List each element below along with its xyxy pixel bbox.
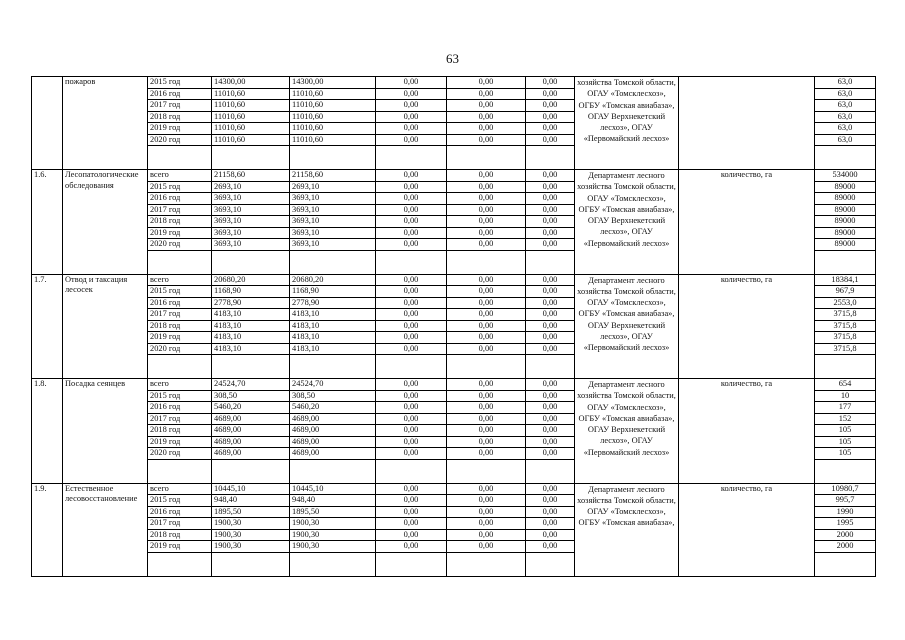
activity-number: 1.6.	[32, 170, 63, 275]
indicator-value-cell: 10	[815, 390, 876, 402]
total-amount-cell: 11010,60	[212, 123, 290, 135]
federal-budget-cell: 0,00	[376, 111, 447, 123]
indicator-value-cell: 89000	[815, 193, 876, 205]
empty-cell	[526, 250, 575, 274]
regional-budget-cell: 1900,30	[290, 529, 376, 541]
local-budget-cell: 0,00	[447, 123, 526, 135]
period-cell: 2016 год	[148, 193, 212, 205]
indicator-value-cell: 63,0	[815, 100, 876, 112]
regional-budget-cell: 4183,10	[290, 309, 376, 321]
indicator-name	[679, 77, 815, 170]
federal-budget-cell: 0,00	[376, 379, 447, 391]
regional-budget-cell: 4183,10	[290, 332, 376, 344]
empty-cell	[447, 355, 526, 379]
other-sources-cell: 0,00	[526, 193, 575, 205]
indicator-value-cell: 105	[815, 448, 876, 460]
other-sources-cell: 0,00	[526, 204, 575, 216]
other-sources-cell: 0,00	[526, 274, 575, 286]
responsible-executor: Департамент лесного хозяйства Томской области, ОГАУ «Томсклесхоз», ОГБУ «Томская авиабаза»,	[575, 483, 679, 576]
federal-budget-cell: 0,00	[376, 216, 447, 228]
period-cell: всего	[148, 483, 212, 495]
empty-cell	[447, 552, 526, 576]
local-budget-cell: 0,00	[447, 134, 526, 146]
period-cell: 2017 год	[148, 518, 212, 530]
responsible-executor: хозяйства Томской области, ОГАУ «Томсклесхоз», ОГБУ «Томская авиабаза», ОГАУ Верхнекетский лесхоз», ОГАУ «Первомайский лесхоз»	[575, 77, 679, 170]
period-cell: 2016 год	[148, 402, 212, 414]
regional-budget-cell: 14300,00	[290, 77, 376, 89]
other-sources-cell: 0,00	[526, 379, 575, 391]
regional-budget-cell: 4689,00	[290, 448, 376, 460]
federal-budget-cell: 0,00	[376, 413, 447, 425]
other-sources-cell: 0,00	[526, 518, 575, 530]
empty-cell	[290, 459, 376, 483]
federal-budget-cell: 0,00	[376, 297, 447, 309]
local-budget-cell: 0,00	[447, 111, 526, 123]
activity-name: Отвод и таксация лесосек	[63, 274, 148, 379]
federal-budget-cell: 0,00	[376, 436, 447, 448]
period-cell: 2015 год	[148, 495, 212, 507]
local-budget-cell: 0,00	[447, 413, 526, 425]
total-amount-cell: 3693,10	[212, 193, 290, 205]
other-sources-cell: 0,00	[526, 413, 575, 425]
empty-cell	[376, 355, 447, 379]
indicator-name: количество, га	[679, 379, 815, 484]
total-amount-cell: 948,40	[212, 495, 290, 507]
federal-budget-cell: 0,00	[376, 425, 447, 437]
local-budget-cell: 0,00	[447, 227, 526, 239]
local-budget-cell: 0,00	[447, 193, 526, 205]
total-amount-cell: 308,50	[212, 390, 290, 402]
federal-budget-cell: 0,00	[376, 193, 447, 205]
period-cell: 2017 год	[148, 204, 212, 216]
responsible-executor: Департамент лесного хозяйства Томской области, ОГАУ «Томсклесхоз», ОГБУ «Томская авиабаза», ОГАУ Верхнекетский лесхоз», ОГАУ «Первомайский лесхоз»	[575, 274, 679, 379]
indicator-value-cell: 105	[815, 436, 876, 448]
regional-budget-cell: 3693,10	[290, 193, 376, 205]
total-amount-cell: 4689,00	[212, 425, 290, 437]
local-budget-cell: 0,00	[447, 309, 526, 321]
activity-number: 1.8.	[32, 379, 63, 484]
regional-budget-cell: 3693,10	[290, 227, 376, 239]
empty-cell	[212, 250, 290, 274]
empty-cell	[815, 459, 876, 483]
total-amount-cell: 24524,70	[212, 379, 290, 391]
period-cell: 2019 год	[148, 436, 212, 448]
federal-budget-cell: 0,00	[376, 239, 447, 251]
federal-budget-cell: 0,00	[376, 181, 447, 193]
indicator-value-cell: 2553,0	[815, 297, 876, 309]
empty-cell	[447, 146, 526, 170]
indicator-value-cell: 2000	[815, 529, 876, 541]
regional-budget-cell: 1900,30	[290, 518, 376, 530]
local-budget-cell: 0,00	[447, 541, 526, 553]
total-amount-cell: 3693,10	[212, 204, 290, 216]
federal-budget-cell: 0,00	[376, 170, 447, 182]
local-budget-cell: 0,00	[447, 425, 526, 437]
period-cell: 2017 год	[148, 100, 212, 112]
regional-budget-cell: 20680,20	[290, 274, 376, 286]
indicator-value-cell: 89000	[815, 239, 876, 251]
federal-budget-cell: 0,00	[376, 332, 447, 344]
other-sources-cell: 0,00	[526, 343, 575, 355]
federal-budget-cell: 0,00	[376, 88, 447, 100]
federal-budget-cell: 0,00	[376, 495, 447, 507]
indicator-value-cell: 63,0	[815, 77, 876, 89]
empty-cell	[290, 146, 376, 170]
empty-cell	[526, 355, 575, 379]
other-sources-cell: 0,00	[526, 239, 575, 251]
indicator-value-cell: 89000	[815, 181, 876, 193]
other-sources-cell: 0,00	[526, 111, 575, 123]
local-budget-cell: 0,00	[447, 320, 526, 332]
total-amount-cell: 11010,60	[212, 100, 290, 112]
regional-budget-cell: 4183,10	[290, 343, 376, 355]
other-sources-cell: 0,00	[526, 181, 575, 193]
local-budget-cell: 0,00	[447, 77, 526, 89]
empty-cell	[815, 355, 876, 379]
period-cell: 2018 год	[148, 425, 212, 437]
program-activities-table	[31, 76, 876, 577]
other-sources-cell: 0,00	[526, 216, 575, 228]
period-cell: 2020 год	[148, 239, 212, 251]
local-budget-cell: 0,00	[447, 204, 526, 216]
empty-cell	[815, 552, 876, 576]
local-budget-cell: 0,00	[447, 495, 526, 507]
period-cell: всего	[148, 379, 212, 391]
federal-budget-cell: 0,00	[376, 518, 447, 530]
other-sources-cell: 0,00	[526, 88, 575, 100]
local-budget-cell: 0,00	[447, 379, 526, 391]
period-cell: 2018 год	[148, 111, 212, 123]
activity-name: Лесопатологические обследования	[63, 170, 148, 275]
indicator-name: количество, га	[679, 170, 815, 275]
period-cell: 2020 год	[148, 448, 212, 460]
regional-budget-cell: 2778,90	[290, 297, 376, 309]
activity-number: 1.7.	[32, 274, 63, 379]
total-amount-cell: 11010,60	[212, 88, 290, 100]
empty-cell	[376, 459, 447, 483]
total-amount-cell: 11010,60	[212, 134, 290, 146]
indicator-value-cell: 63,0	[815, 88, 876, 100]
period-cell: 2015 год	[148, 181, 212, 193]
local-budget-cell: 0,00	[447, 274, 526, 286]
period-cell: 2016 год	[148, 297, 212, 309]
indicator-value-cell: 89000	[815, 204, 876, 216]
empty-cell	[376, 250, 447, 274]
other-sources-cell: 0,00	[526, 529, 575, 541]
period-cell: 2020 год	[148, 134, 212, 146]
federal-budget-cell: 0,00	[376, 483, 447, 495]
period-cell: 2018 год	[148, 320, 212, 332]
federal-budget-cell: 0,00	[376, 541, 447, 553]
federal-budget-cell: 0,00	[376, 286, 447, 298]
period-cell: 2015 год	[148, 390, 212, 402]
other-sources-cell: 0,00	[526, 483, 575, 495]
federal-budget-cell: 0,00	[376, 529, 447, 541]
other-sources-cell: 0,00	[526, 227, 575, 239]
empty-cell	[290, 355, 376, 379]
empty-cell	[526, 552, 575, 576]
indicator-value-cell: 152	[815, 413, 876, 425]
period-cell: всего	[148, 170, 212, 182]
federal-budget-cell: 0,00	[376, 506, 447, 518]
indicator-value-cell: 105	[815, 425, 876, 437]
empty-cell	[148, 146, 212, 170]
regional-budget-cell: 10445,10	[290, 483, 376, 495]
total-amount-cell: 2693,10	[212, 181, 290, 193]
federal-budget-cell: 0,00	[376, 227, 447, 239]
indicator-name: количество, га	[679, 274, 815, 379]
period-cell: 2016 год	[148, 88, 212, 100]
regional-budget-cell: 21158,60	[290, 170, 376, 182]
indicator-value-cell: 2000	[815, 541, 876, 553]
indicator-value-cell: 1990	[815, 506, 876, 518]
local-budget-cell: 0,00	[447, 181, 526, 193]
activity-number: 1.9.	[32, 483, 63, 576]
empty-cell	[148, 459, 212, 483]
regional-budget-cell: 3693,10	[290, 216, 376, 228]
total-amount-cell: 2778,90	[212, 297, 290, 309]
table-row	[32, 483, 876, 495]
total-amount-cell: 4183,10	[212, 343, 290, 355]
local-budget-cell: 0,00	[447, 170, 526, 182]
empty-cell	[376, 552, 447, 576]
other-sources-cell: 0,00	[526, 448, 575, 460]
period-cell: 2019 год	[148, 123, 212, 135]
other-sources-cell: 0,00	[526, 320, 575, 332]
regional-budget-cell: 4689,00	[290, 425, 376, 437]
federal-budget-cell: 0,00	[376, 204, 447, 216]
indicator-value-cell: 654	[815, 379, 876, 391]
total-amount-cell: 3693,10	[212, 227, 290, 239]
indicator-value-cell: 995,7	[815, 495, 876, 507]
federal-budget-cell: 0,00	[376, 77, 447, 89]
federal-budget-cell: 0,00	[376, 134, 447, 146]
regional-budget-cell: 11010,60	[290, 134, 376, 146]
period-cell: 2018 год	[148, 216, 212, 228]
local-budget-cell: 0,00	[447, 390, 526, 402]
local-budget-cell: 0,00	[447, 216, 526, 228]
indicator-value-cell: 89000	[815, 227, 876, 239]
period-cell: 2019 год	[148, 227, 212, 239]
regional-budget-cell: 1168,90	[290, 286, 376, 298]
activity-name: Естественное лесовосстановление	[63, 483, 148, 576]
table-row	[32, 274, 876, 286]
federal-budget-cell: 0,00	[376, 448, 447, 460]
regional-budget-cell: 1900,30	[290, 541, 376, 553]
total-amount-cell: 1895,50	[212, 506, 290, 518]
period-cell: всего	[148, 274, 212, 286]
federal-budget-cell: 0,00	[376, 274, 447, 286]
period-cell: 2017 год	[148, 309, 212, 321]
indicator-name: количество, га	[679, 483, 815, 576]
other-sources-cell: 0,00	[526, 297, 575, 309]
regional-budget-cell: 4689,00	[290, 436, 376, 448]
table-row	[32, 77, 876, 89]
indicator-value-cell: 3715,8	[815, 332, 876, 344]
regional-budget-cell: 4183,10	[290, 320, 376, 332]
federal-budget-cell: 0,00	[376, 309, 447, 321]
indicator-value-cell: 534000	[815, 170, 876, 182]
regional-budget-cell: 11010,60	[290, 100, 376, 112]
total-amount-cell: 5460,20	[212, 402, 290, 414]
other-sources-cell: 0,00	[526, 77, 575, 89]
regional-budget-cell: 11010,60	[290, 88, 376, 100]
indicator-value-cell: 1995	[815, 518, 876, 530]
total-amount-cell: 4689,00	[212, 448, 290, 460]
other-sources-cell: 0,00	[526, 495, 575, 507]
table-row	[32, 170, 876, 182]
local-budget-cell: 0,00	[447, 506, 526, 518]
total-amount-cell: 4689,00	[212, 436, 290, 448]
empty-cell	[447, 459, 526, 483]
total-amount-cell: 21158,60	[212, 170, 290, 182]
total-amount-cell: 3693,10	[212, 216, 290, 228]
empty-cell	[148, 250, 212, 274]
federal-budget-cell: 0,00	[376, 100, 447, 112]
indicator-value-cell: 10980,7	[815, 483, 876, 495]
indicator-value-cell: 63,0	[815, 134, 876, 146]
total-amount-cell: 4183,10	[212, 320, 290, 332]
other-sources-cell: 0,00	[526, 506, 575, 518]
local-budget-cell: 0,00	[447, 297, 526, 309]
other-sources-cell: 0,00	[526, 123, 575, 135]
period-cell: 2015 год	[148, 286, 212, 298]
regional-budget-cell: 4689,00	[290, 413, 376, 425]
indicator-value-cell: 3715,8	[815, 320, 876, 332]
local-budget-cell: 0,00	[447, 448, 526, 460]
regional-budget-cell: 11010,60	[290, 111, 376, 123]
activity-name: пожаров	[63, 77, 148, 170]
other-sources-cell: 0,00	[526, 100, 575, 112]
empty-cell	[212, 552, 290, 576]
local-budget-cell: 0,00	[447, 239, 526, 251]
federal-budget-cell: 0,00	[376, 320, 447, 332]
total-amount-cell: 4689,00	[212, 413, 290, 425]
total-amount-cell: 14300,00	[212, 77, 290, 89]
total-amount-cell: 10445,10	[212, 483, 290, 495]
empty-cell	[290, 552, 376, 576]
other-sources-cell: 0,00	[526, 541, 575, 553]
total-amount-cell: 4183,10	[212, 309, 290, 321]
local-budget-cell: 0,00	[447, 483, 526, 495]
period-cell: 2017 год	[148, 413, 212, 425]
other-sources-cell: 0,00	[526, 402, 575, 414]
other-sources-cell: 0,00	[526, 170, 575, 182]
empty-cell	[526, 459, 575, 483]
empty-cell	[148, 355, 212, 379]
period-cell: 2015 год	[148, 77, 212, 89]
regional-budget-cell: 308,50	[290, 390, 376, 402]
empty-cell	[447, 250, 526, 274]
other-sources-cell: 0,00	[526, 309, 575, 321]
indicator-value-cell: 63,0	[815, 123, 876, 135]
regional-budget-cell: 2693,10	[290, 181, 376, 193]
local-budget-cell: 0,00	[447, 343, 526, 355]
empty-cell	[212, 355, 290, 379]
local-budget-cell: 0,00	[447, 518, 526, 530]
total-amount-cell: 4183,10	[212, 332, 290, 344]
other-sources-cell: 0,00	[526, 286, 575, 298]
local-budget-cell: 0,00	[447, 332, 526, 344]
activity-number	[32, 77, 63, 170]
total-amount-cell: 1900,30	[212, 518, 290, 530]
responsible-executor: Департамент лесного хозяйства Томской области, ОГАУ «Томсклесхоз», ОГБУ «Томская авиабаза», ОГАУ Верхнекетский лесхоз», ОГАУ «Первомайский лесхоз»	[575, 170, 679, 275]
empty-cell	[526, 146, 575, 170]
local-budget-cell: 0,00	[447, 436, 526, 448]
federal-budget-cell: 0,00	[376, 402, 447, 414]
regional-budget-cell: 3693,10	[290, 204, 376, 216]
other-sources-cell: 0,00	[526, 134, 575, 146]
period-cell: 2020 год	[148, 343, 212, 355]
local-budget-cell: 0,00	[447, 100, 526, 112]
indicator-value-cell: 89000	[815, 216, 876, 228]
regional-budget-cell: 11010,60	[290, 123, 376, 135]
indicator-value-cell: 63,0	[815, 111, 876, 123]
period-cell: 2019 год	[148, 332, 212, 344]
indicator-value-cell: 18384,1	[815, 274, 876, 286]
federal-budget-cell: 0,00	[376, 390, 447, 402]
empty-cell	[815, 146, 876, 170]
other-sources-cell: 0,00	[526, 436, 575, 448]
period-cell: 2018 год	[148, 529, 212, 541]
period-cell: 2016 год	[148, 506, 212, 518]
empty-cell	[815, 250, 876, 274]
local-budget-cell: 0,00	[447, 402, 526, 414]
other-sources-cell: 0,00	[526, 332, 575, 344]
total-amount-cell: 20680,20	[212, 274, 290, 286]
total-amount-cell: 11010,60	[212, 111, 290, 123]
period-cell: 2019 год	[148, 541, 212, 553]
empty-cell	[212, 146, 290, 170]
local-budget-cell: 0,00	[447, 88, 526, 100]
total-amount-cell: 1900,30	[212, 529, 290, 541]
total-amount-cell: 1168,90	[212, 286, 290, 298]
table-row	[32, 379, 876, 391]
indicator-value-cell: 967,9	[815, 286, 876, 298]
empty-cell	[376, 146, 447, 170]
federal-budget-cell: 0,00	[376, 343, 447, 355]
page-number: 63	[446, 51, 459, 66]
indicator-value-cell: 3715,8	[815, 309, 876, 321]
regional-budget-cell: 948,40	[290, 495, 376, 507]
responsible-executor: Департамент лесного хозяйства Томской области, ОГАУ «Томсклесхоз», ОГБУ «Томская авиабаза», ОГАУ Верхнекетский лесхоз», ОГАУ «Первомайский лесхоз»	[575, 379, 679, 484]
empty-cell	[148, 552, 212, 576]
federal-budget-cell: 0,00	[376, 123, 447, 135]
local-budget-cell: 0,00	[447, 286, 526, 298]
regional-budget-cell: 24524,70	[290, 379, 376, 391]
other-sources-cell: 0,00	[526, 425, 575, 437]
activity-name: Посадка сеянцев	[63, 379, 148, 484]
regional-budget-cell: 5460,20	[290, 402, 376, 414]
regional-budget-cell: 1895,50	[290, 506, 376, 518]
local-budget-cell: 0,00	[447, 529, 526, 541]
regional-budget-cell: 3693,10	[290, 239, 376, 251]
empty-cell	[212, 459, 290, 483]
other-sources-cell: 0,00	[526, 390, 575, 402]
total-amount-cell: 3693,10	[212, 239, 290, 251]
indicator-value-cell: 177	[815, 402, 876, 414]
empty-cell	[290, 250, 376, 274]
indicator-value-cell: 3715,8	[815, 343, 876, 355]
total-amount-cell: 1900,30	[212, 541, 290, 553]
